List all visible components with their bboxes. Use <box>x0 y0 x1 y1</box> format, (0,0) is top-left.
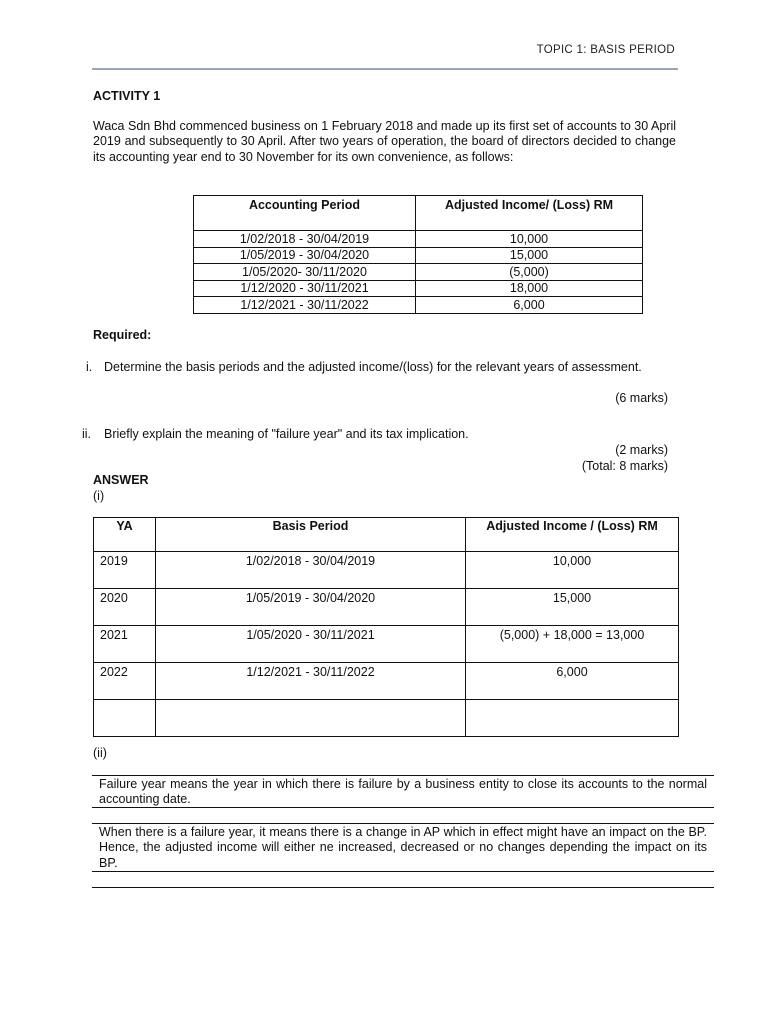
cell: 10,000 <box>466 552 679 589</box>
answer-line <box>92 775 714 776</box>
table-row <box>194 280 643 297</box>
cell: 1/05/2020- 30/11/2020 <box>194 264 416 281</box>
cell: 1/12/2020 - 30/11/2021 <box>194 280 416 297</box>
table-row <box>194 247 643 264</box>
cell: 10,000 <box>416 231 643 248</box>
cell: 1/12/2021 - 30/11/2022 <box>194 297 416 314</box>
cell: 1/05/2019 - 30/04/2020 <box>156 589 466 626</box>
part-i-label: (i) <box>93 489 105 503</box>
cell: 2022 <box>94 663 156 700</box>
part-ii-label: (ii) <box>93 746 107 760</box>
table-row <box>94 663 679 700</box>
answer-title: ANSWER <box>93 473 149 487</box>
cell: 1/05/2019 - 30/04/2020 <box>194 247 416 264</box>
cell: 18,000 <box>416 280 643 297</box>
activity-title: ACTIVITY 1 <box>93 89 161 103</box>
intro-paragraph: Waca Sdn Bhd commenced business on 1 February 2018 and made up its first set of accounts to 30 April 2019 and subsequently to 30 April. After two years of operation, the board of directors decided to change its accounting year end to 30 November for its own convenience, as follows: <box>93 119 676 164</box>
table-row <box>194 297 643 314</box>
answer-line <box>92 871 714 872</box>
cell: 1/02/2018 - 30/04/2019 <box>194 231 416 248</box>
cell: 1/02/2018 - 30/04/2019 <box>156 552 466 589</box>
cell: 15,000 <box>416 247 643 264</box>
col-header: Adjusted Income / (Loss) RM <box>466 518 679 552</box>
answer-table <box>93 517 679 737</box>
page-header: TOPIC 1: BASIS PERIOD <box>536 44 675 56</box>
table-row <box>94 700 679 737</box>
question-text: Determine the basis periods and the adjusted income/(loss) for the relevant years of assessment. <box>104 360 642 374</box>
question-number: ii. <box>82 427 92 441</box>
question-number: i. <box>86 360 93 374</box>
question-marks: (2 marks) <box>615 443 668 457</box>
col-header: Adjusted Income/ (Loss) RM <box>416 196 643 231</box>
col-header: YA <box>94 518 156 552</box>
table-row <box>194 231 643 248</box>
answer-text: When there is a failure year, it means there is a change in AP which in effect might have an impact on the BP. Hence, the adjusted income will either ne increased, decreased or no changes depending the impact on its BP. <box>99 825 707 870</box>
table-row <box>94 589 679 626</box>
answer-line <box>92 807 714 808</box>
total-marks: (Total: 8 marks) <box>581 459 668 473</box>
accounting-period-table <box>193 195 643 314</box>
cell <box>94 700 156 737</box>
cell: 15,000 <box>466 589 679 626</box>
required-label: Required: <box>93 328 152 342</box>
cell: 1/05/2020 - 30/11/2021 <box>156 626 466 663</box>
answer-text: Failure year means the year in which there is failure by a business entity to close its accounts to the normal accounting date. <box>99 777 707 807</box>
table-row <box>194 264 643 281</box>
answer-line <box>92 887 714 888</box>
question-marks: (6 marks) <box>615 391 668 405</box>
cell <box>466 700 679 737</box>
answer-line <box>92 823 714 824</box>
col-header: Basis Period <box>156 518 466 552</box>
cell: (5,000) <box>416 264 643 281</box>
cell: 2019 <box>94 552 156 589</box>
cell: 2020 <box>94 589 156 626</box>
cell <box>156 700 466 737</box>
cell: (5,000) + 18,000 = 13,000 <box>466 626 679 663</box>
cell: 6,000 <box>416 297 643 314</box>
cell: 1/12/2021 - 30/11/2022 <box>156 663 466 700</box>
table-row <box>94 626 679 663</box>
question-text: Briefly explain the meaning of "failure year" and its tax implication. <box>104 427 469 441</box>
header-divider <box>92 68 678 70</box>
cell: 2021 <box>94 626 156 663</box>
table-row <box>94 552 679 589</box>
col-header: Accounting Period <box>194 196 416 231</box>
cell: 6,000 <box>466 663 679 700</box>
